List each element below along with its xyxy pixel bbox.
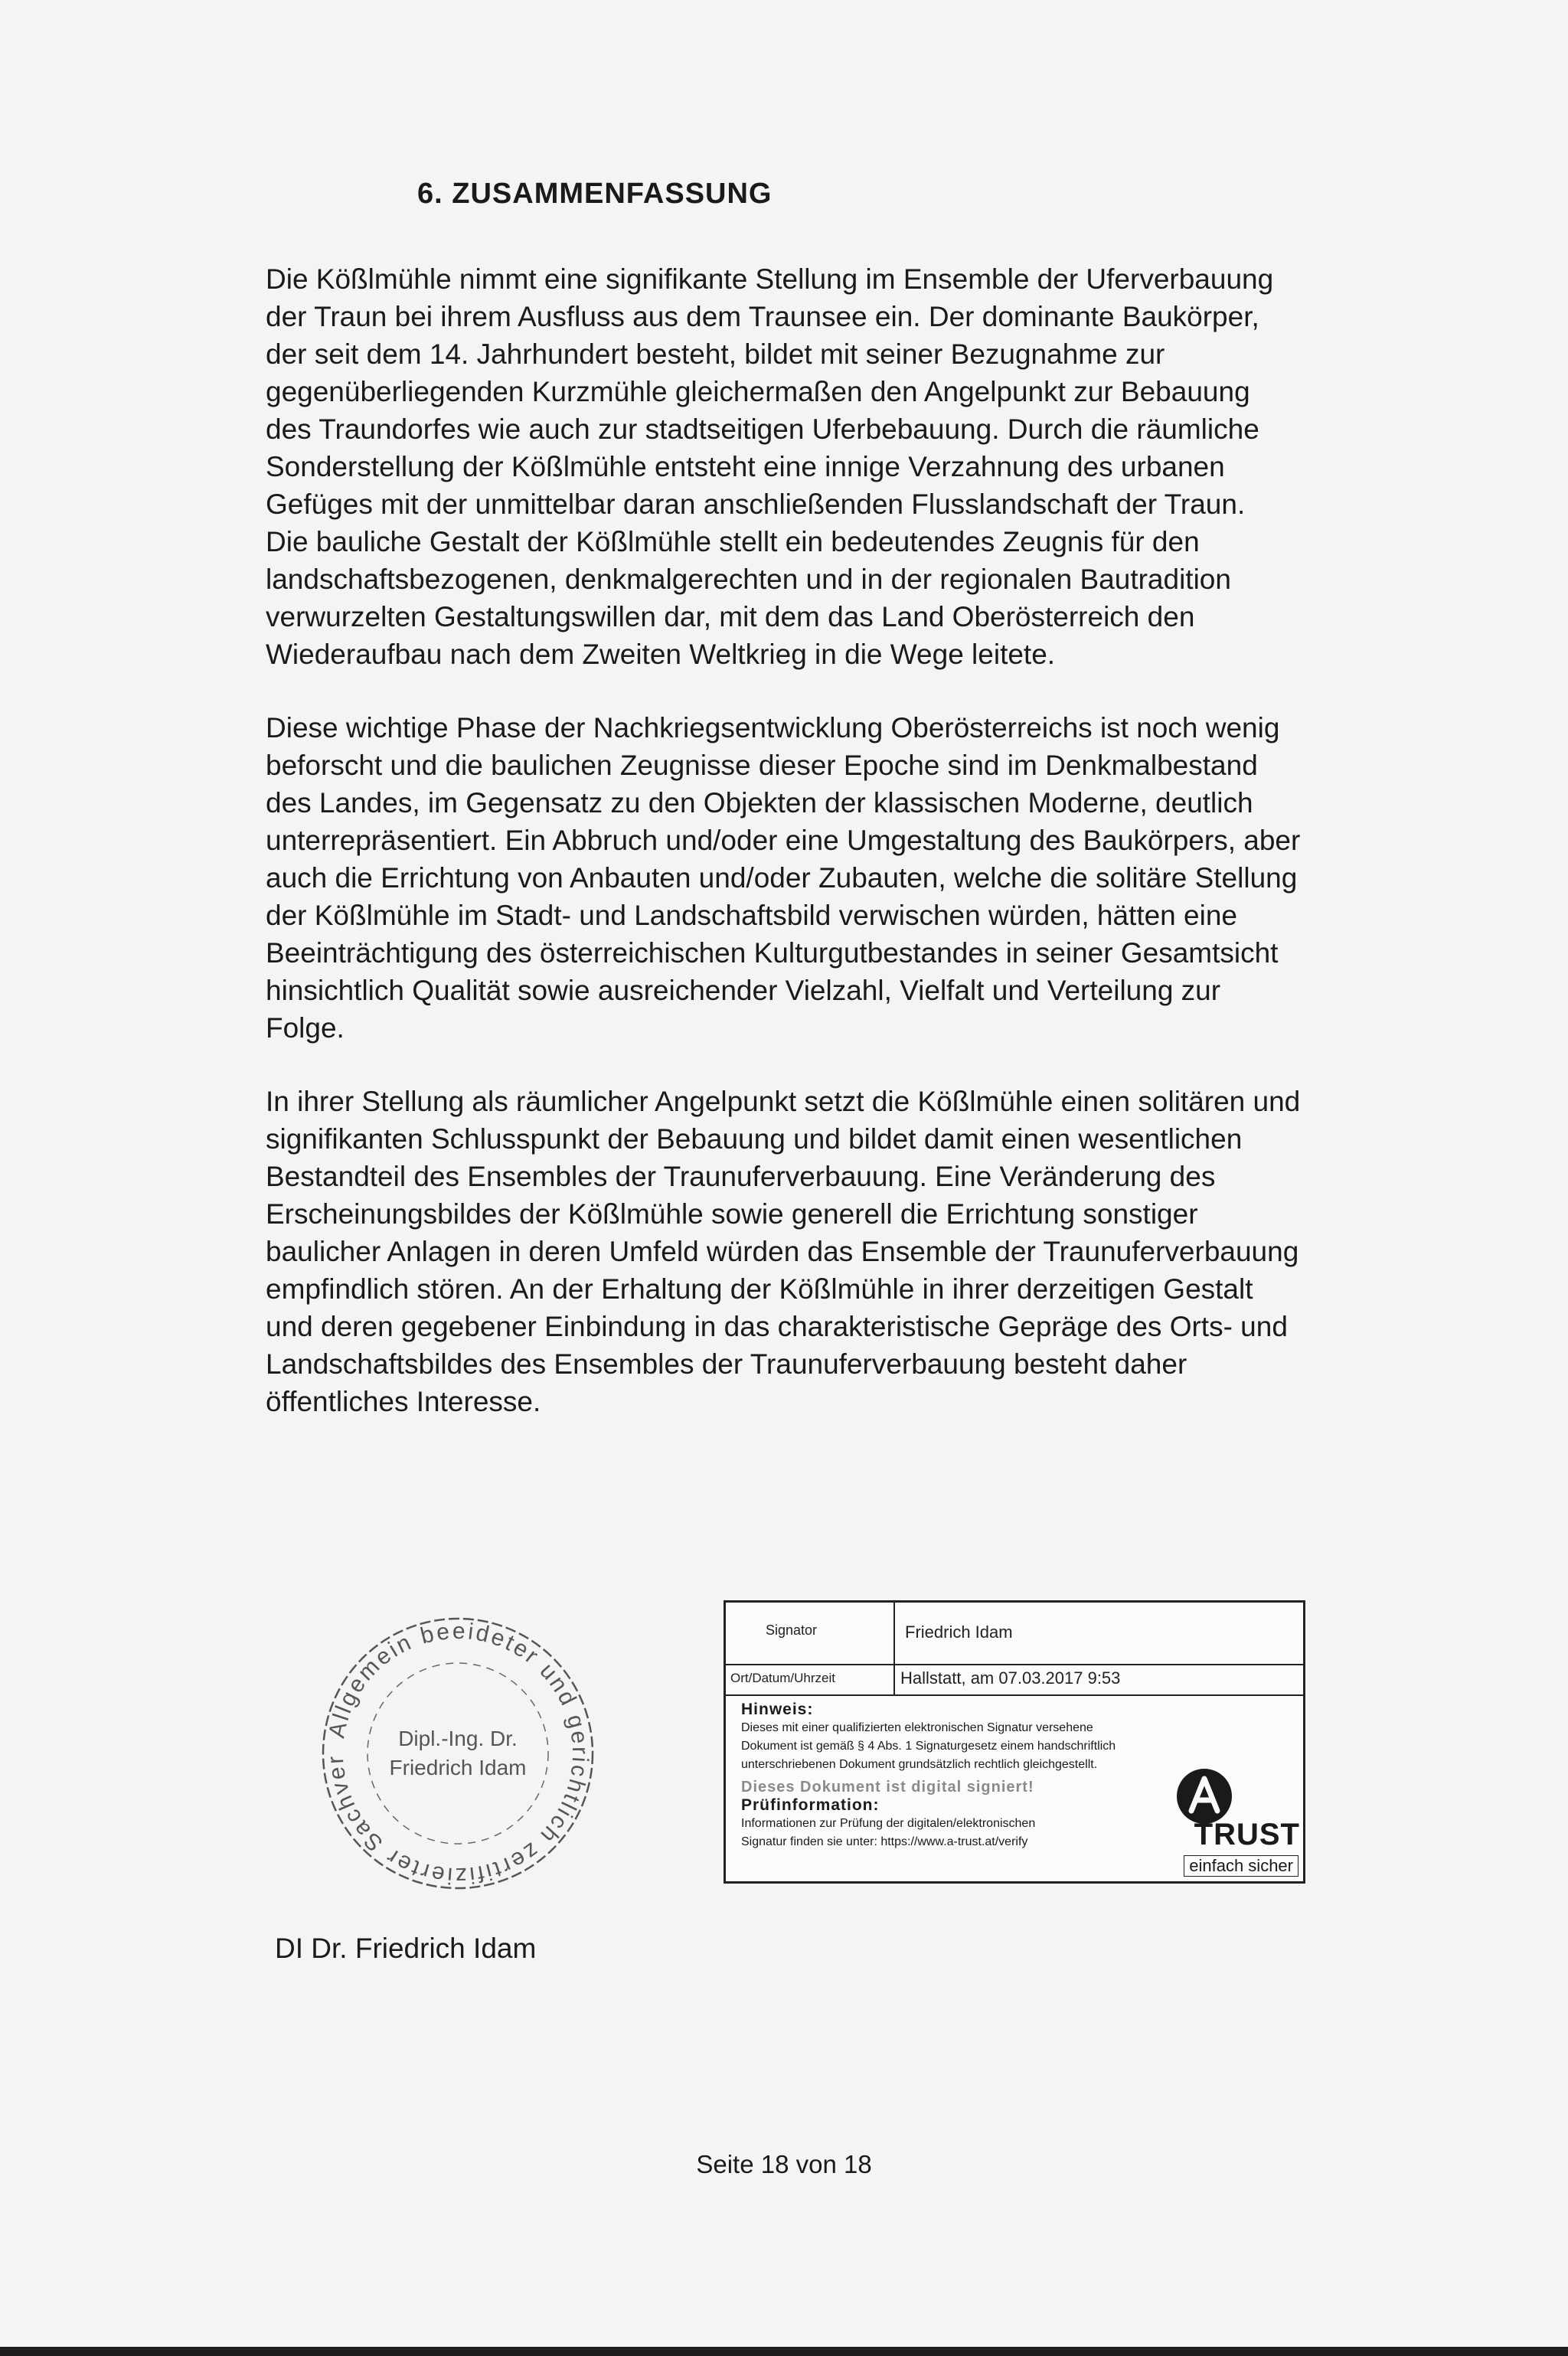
- date-value: Hallstatt, am 07.03.2017 9:53: [900, 1668, 1121, 1688]
- text-line: und deren gegebener Einbindung in das charakteristische Gepräge des Orts- und: [266, 1311, 1288, 1342]
- signator-label: Signator: [766, 1622, 818, 1638]
- signature-box: [724, 1600, 1305, 1884]
- text-line: empfindlich stören. An der Erhaltung der Kößlmühle in ihrer derzeitigen Gestalt: [266, 1273, 1253, 1305]
- signator-value: Friedrich Idam: [905, 1622, 1013, 1642]
- text-line: des Traundorfes wie auch zur stadtseitigen Uferbebauung. Durch die räumliche: [266, 413, 1259, 445]
- text-line: der seit dem 14. Jahrhundert besteht, bildet mit seiner Bezugnahme zur: [266, 338, 1165, 370]
- text-line: gegenüberliegenden Kurzmühle gleichermaßen den Angelpunkt zur Bebauung: [266, 376, 1250, 407]
- paragraph-3: [266, 1083, 1475, 1420]
- text-line: auch die Errichtung von Anbauten und/oder Zubauten, welche die solitäre Stellung: [266, 862, 1298, 894]
- text-line: Bestandteil des Ensembles der Traunuferverbauung. Eine Veränderung des: [266, 1161, 1216, 1192]
- text-line: der Kößlmühle im Stadt- und Landschaftsbild verwischen würden, hätten eine: [266, 900, 1237, 931]
- text-line: Diese wichtige Phase der Nachkriegsentwicklung Oberösterreichs ist noch wenig: [266, 712, 1280, 743]
- page-number: Seite 18 von 18: [696, 2150, 872, 2178]
- signator-row: [726, 1603, 1303, 1665]
- check-info-title: Prüfinformation:: [741, 1796, 880, 1814]
- text-line: öffentliches Interesse.: [266, 1386, 541, 1417]
- section-heading: 6. ZUSAMMENFASSUNG: [417, 178, 773, 210]
- text-line: beforscht und die baulichen Zeugnisse dieser Epoche sind im Denkmalbestand: [266, 750, 1258, 781]
- date-row: [726, 1664, 1303, 1696]
- text-line: signifikanten Schlusspunkt der Bebauung und bildet damit einen wesentlichen: [266, 1123, 1243, 1155]
- text-line: der Traun bei ihrem Ausfluss aus dem Traunsee ein. Der dominante Baukörper,: [266, 301, 1259, 332]
- text-line: Folge.: [266, 1012, 345, 1044]
- seal-graphic: [312, 1608, 603, 1899]
- text-line: Landschaftsbildes des Ensembles der Traunuferverbauung besteht daher: [266, 1348, 1187, 1380]
- seal-ring-text: Allgemein beeideter und gerichtlich zertifizierter Sachver: [322, 1618, 593, 1889]
- text-line: In ihrer Stellung als räumlicher Angelpunkt setzt die Kößlmühle einen solitären und: [266, 1086, 1301, 1117]
- paragraph-1: [266, 260, 1475, 673]
- text-line: unterrepräsentiert. Ein Abbruch und/oder eine Umgestaltung des Baukörpers, aber: [266, 825, 1301, 856]
- text-line: des Landes, im Gegensatz zu den Objekten der klassischen Moderne, deutlich: [266, 787, 1253, 819]
- signer-name: DI Dr. Friedrich Idam: [275, 1933, 537, 1964]
- text-line: Erscheinungsbildes der Kößlmühle sowie generell die Errichtung sonstiger: [266, 1198, 1198, 1230]
- text-line: Gefüges mit der unmittelbar daran anschließenden Flusslandschaft der Traun.: [266, 489, 1246, 520]
- text-line: Die bauliche Gestalt der Kößlmühle stellt ein bedeutendes Zeugnis für den: [266, 526, 1200, 557]
- hint-line: Dieses mit einer qualifizierten elektronischen Signatur versehene: [741, 1721, 1093, 1734]
- text-line: Beeinträchtigung des österreichischen Kulturgutbestandes in seiner Gesamtsicht: [266, 937, 1279, 969]
- trust-logo-tagline: einfach sicher: [1184, 1855, 1298, 1877]
- hint-title: Hinweis:: [741, 1701, 814, 1718]
- expert-seal-stamp: [312, 1608, 603, 1899]
- column-divider: [893, 1603, 895, 1694]
- hint-line: unterschriebenen Dokument grundsätzlich rechtlich gleichgestellt.: [741, 1758, 1098, 1771]
- text-line: hinsichtlich Qualität sowie ausreichender Vielzahl, Vielfalt und Verteilung zur: [266, 975, 1221, 1006]
- text-line: Die Kößlmühle nimmt eine signifikante Stellung im Ensemble der Uferverbauung: [266, 263, 1274, 295]
- trust-logo-word: TRUST: [1194, 1818, 1300, 1851]
- check-info-line: Signatur finden sie unter: https://www.a-trust.at/verify: [741, 1835, 1028, 1848]
- seal-center-line-2: Friedrich Idam: [389, 1756, 527, 1779]
- digital-signed-notice: Dieses Dokument ist digital signiert!: [741, 1779, 1034, 1796]
- paragraph-2: [266, 709, 1475, 1047]
- hint-line: Dokument ist gemäß § 4 Abs. 1 Signaturgesetz einem handschriftlich: [741, 1740, 1116, 1753]
- seal-center-line-1: Dipl.-Ing. Dr.: [398, 1727, 518, 1750]
- scan-edge-band: [0, 2347, 1568, 2356]
- text-line: Sonderstellung der Kößlmühle entsteht eine innige Verzahnung des urbanen: [266, 451, 1225, 482]
- text-line: landschaftsbezogenen, denkmalgerechten und in der regionalen Bautradition: [266, 564, 1231, 595]
- date-label: Ort/Datum/Uhrzeit: [730, 1671, 835, 1685]
- check-info-line: Informationen zur Prüfung der digitalen/elektronischen: [741, 1817, 1036, 1830]
- text-line: baulicher Anlagen in deren Umfeld würden das Ensemble der Traunuferverbauung: [266, 1236, 1299, 1267]
- text-line: Wiederaufbau nach dem Zweiten Weltkrieg in die Wege leitete.: [266, 639, 1056, 670]
- text-line: verwurzelten Gestaltungswillen dar, mit dem das Land Oberösterreich den: [266, 601, 1195, 632]
